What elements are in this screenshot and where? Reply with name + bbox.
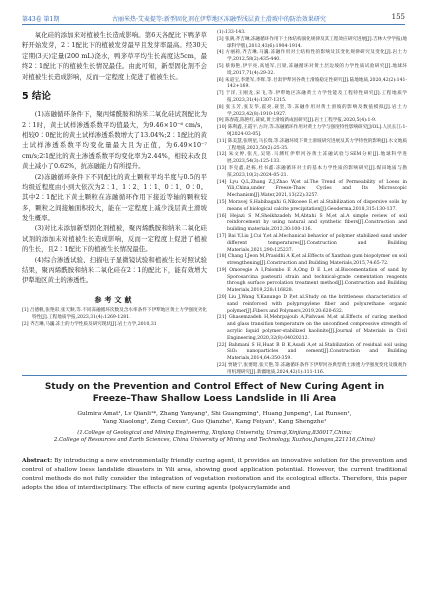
reference-item: [9] 陈春霞,陈艳红,聂斌,黄土滑坡新成因研究[J].岩土工程学报,2020,5(4):1-9.	[217, 118, 377, 124]
reference-item: [8] 张玉芳,张友华,霍亮,聂坚,等.冻融作用对黄土滑坡的影响及数值模拟[J].岩土力学,2023,42(8):1910-1927.	[217, 104, 407, 117]
conclusion-2: (2)冻融循环条件下不同配比的黄土颗粒平均半度与0.5的平均级近程度由小到大依次为2∶1、1∶2、1∶1、0∶1、0∶0。其中2∶1配比下黄土颗粒在冻融循环作用下接近等轴的颗粒较多，颗粒之间接触面积较大，能在一定程度上减少浅层黄土滑坡发生概率。	[22, 172, 207, 222]
reference-item: [12] 朱文婷,张凡,吴铭.马渊红伊犁河谷黄土冻融试验与SEM分析[J].地球科学进展,2023,54(3):125-133.	[217, 152, 407, 165]
reference-item: [16] Hejazi S M,Sheikhzadeh M,Abtahi S M,et al.A simple review of soil reinforcement by using natural and synthetic fibers[J].Construction and building materials,2012,30:100-116.	[217, 213, 407, 233]
references-heading: 参考文献	[94, 294, 135, 304]
authors	[22, 410, 407, 426]
section-heading: 5 结论	[22, 90, 51, 102]
abstract-text: By introducing a new environmentally friendly curing agent, it provides an innovative solution for the prevention and control of shallow loess landslide disasters in Yili area, showing good application potential. However, the current traditional control methods do not fully consider the integration of vegetation restoration and its ecological effects. Therefore, this paper adopts the idea of interdisciplinary. The effects of new curing agents (polyacrylamide and	[22, 458, 407, 491]
conclusion-4: (4)综合渗透试验、扫描电子显微镜试验和植被生长对照试验结果，聚丙烯酰胺和纳米二氧化硅在2∶1的配比下，能有效增大伊犁地区黄土的渗透性。	[22, 255, 207, 285]
reference-item: [23] 贾晓宁,张要昭,张天艳,等.冻融循环条件下伊犁河谷典型黄土渗透力学强度变化及微观作用机理研究[J].新疆地质,2024,42(1):111-116.	[217, 363, 407, 375]
paragraph: 氧化硅的添加来对植被生长造成影响。第6天各配比下鸭茅草籽开始发芽，2∶1配比下的植被发芽最早且发芽率最高。经30天定期(3天)定量(200 mL)浇水，鸭茅草平均生长高度达5cm，最终2∶1配比下的植被生长情况最佳。由此可知，新型固化剂不会对植被生长造成影响，反而一定程度上促进了植被生长。	[22, 31, 207, 81]
affiliation-line-2: 2.College of Resources and Earth Sciences, China University of Mining and Technology, Xuzhou,Jiangsu,221116,China)	[54, 437, 375, 444]
authors-line-1: Gulmira·Amat¹, Lv Qianli¹*, Zhang Yanyang¹, Shi Guangming¹, Huang Junpeng¹, Lai Runsen¹,	[77, 411, 352, 418]
reference-item: [11] 陈美慧,张明星,马长瑞,等.冻融环境下黄土滑坡研究进展及其力学特性的影响[J].水文地质工程地质,2023,50(2):25-35.	[217, 138, 407, 151]
divider	[22, 375, 407, 376]
affiliation-line-1: (1.College of Geological and Mining Engineering, Xinjiang University, Urumqi,Xinjiang,830017,China;	[77, 429, 352, 436]
english-title-line-2: Freeze–Thaw Shallow Loess Landslide in Ili Area	[92, 394, 337, 405]
right-column-references	[217, 30, 407, 377]
reference-item: [18] Chang I,Jeon M,Prasidhi A K,et al.Effects of Xanthan gum biopolymer on soil strengthening[J].Construction and Building Materials,2015,74:65-72.	[217, 254, 407, 267]
conclusion-3: (3)对比未添加新型固化剂植被，聚丙烯酰胺和纳米二氧化硅试剂的添加未对植被生长造成影响，反而一定程度上促进了植被的生长，且2∶1配比下的植被生长情况最佳。	[22, 224, 207, 254]
affiliations	[22, 430, 407, 445]
english-title-line-1: Study on the Prevention and Control Effect of New Curing Agent in	[44, 382, 385, 392]
reference-item: [17] Bai Y,Liu J,Cui Y,et al.Mechanical behavior of polymer stabilized sand under different temperatures[J].Construction and Building Materials,2021,290:125237.	[217, 233, 407, 253]
reference-item: [20] Liu J,Wang Y,Kanungo D P,et al.Study on the brittleness characteristics of sand reinforced with polypropylene fiber and polyurethane organic polymer[J].Fibers and Polymers,2019,20:620-632.	[217, 295, 407, 314]
english-title-block	[22, 375, 407, 445]
reference-item: [6] 朱道宝,李建军,李辉,等.甘肃伊犁河谷黄土滑坡稳定性研究[J].陆地地质,2020,42(2):141-142+169.	[217, 77, 407, 90]
reference-item: [5] 蔡海艳,伊宇亮,高旭军,吕梁,冻融循环对黄土层边坡的力学性质试验研究[J].地球环境,2017,71(4):29-32.	[217, 63, 407, 76]
reference-item: [15] Moravej S,Habibagahi G,Nikooee E,et al.Stabilization of dispersive soils by means of biological calcite precipitation[J].Geoderma,2018,315:130-137.	[217, 199, 407, 212]
abstract-label: Abstract:	[22, 457, 53, 464]
reference-item: [10] 陈利鑫,王霞宇,古玲,等.冻融循环作用对黄土力学与强度特性影响研究[J/OL].人民长江:1-9[2024-03-05].	[217, 125, 407, 137]
running-title: 古丽米热·艾麦提等:新型固化剂在伊犁地区冻融型浅层黄土滑坡中的防治效果研究	[112, 16, 326, 23]
reference-item: [7] 于洋,王刚龙,宋飞,等.伊犁地区冻融黄土力学性能及工程特性研究[J].工程地质学报,2023,31(4):1307-1315.	[217, 91, 407, 103]
reference-item: [21] Ghasemzadeh H,Mehrpajouh A,Pishvaei M,et al.Effects of curing method and glass transition temperature on the unconfined compressive strength of acrylic liquid polymer-stabilized kaolinite[J].Journal of Materials in Civil Engineering,2020,32(8):04020212.	[217, 315, 407, 341]
english-abstract	[22, 457, 407, 493]
reference-item: [4] 方丽莉,齐吉琳,马巍.冻融作用对土结构性的影响及其变化规律研究及变化[J].岩土力学,2012,58(2):435-440.	[217, 50, 407, 63]
page-number: 155	[391, 13, 405, 21]
reference-item: (1):133-143.	[217, 30, 246, 35]
conclusion-1: (1)冻融循环条件下，聚丙烯酰胺和纳米二氧化硅试剂配比为2∶1时，黄土试样渗透系数平均值最大，为9.46×10⁻⁶ cm/s，相较0∶0配比的黄土试样渗透系数增大了13.04%;2∶1配比的黄土试样渗透系数平均变化量最大且为正值，为6.49×10⁻⁷ cm/s;2∶1配比的黄土渗透系数平均变化率为2.44%，相较未改良黄土减小了0.62%，抗冻融能力有所提升。	[22, 110, 207, 171]
left-column	[22, 30, 207, 329]
reference-item: [14] Lyu Q.L,Zhang Z.J,Zhao W,et al.The Trend of Permeability of Loess in Yili,China,under Freeze-Thaw Cycles and Its Microscopic Mechanism[J].Water,2021,13(22):3257.	[217, 179, 407, 199]
reference-item: [19] Omoregie A I,Palombo E A,Ong D E L,et al.Biocementation of sand by Sporosarcina pasteurii strain and technical-grade cementation reagents through surface percolation treatment method[J].Construction and Building Materials,2019,228:116828.	[217, 267, 407, 294]
reference-item: [3] 张满,齐吉琳,冻融循环作用下土体结构演化规律及其工程效应研究进展[J].吉林大学学报(地球科学版),2013,43(6):1904-1914.	[217, 36, 407, 49]
reference-item: [13] 李克鑫,赵栋,杜书鑫.冻融循环对土的基本力学性质的影响研究[J].煤田地质与勘探,2023,10(2):2024-05-21.	[217, 165, 407, 178]
journal-volume: 第43卷 第1期	[22, 16, 60, 23]
reference-item: [22] Bahmani S H,Huat B B K,Asadi A,et al.Stabilization of residual soil using SiO₂ nanoparticles and cement[J].Construction and Building Materials,2014,64:350-359.	[217, 342, 407, 362]
authors-line-2: Yang Xiaolong¹, Zeng Cexun¹, Guo Qianzhe¹, Kang Feiyan¹, Kang Shengzhe¹	[102, 419, 327, 426]
page-header	[22, 12, 405, 25]
reference-item: [2] 齐吉琳,马巍.冻土的力学性质及研究现状[J].岩土力学,2010,31	[22, 321, 157, 327]
reference-item: [1] 吕德帆,张艳彩,张天顺,等.不同冻融循环次数及含水率条件下伊犁地区黄土力学强度劣化特性[J].工程地质学报,2023,31(4):1269-1281.	[22, 307, 207, 320]
